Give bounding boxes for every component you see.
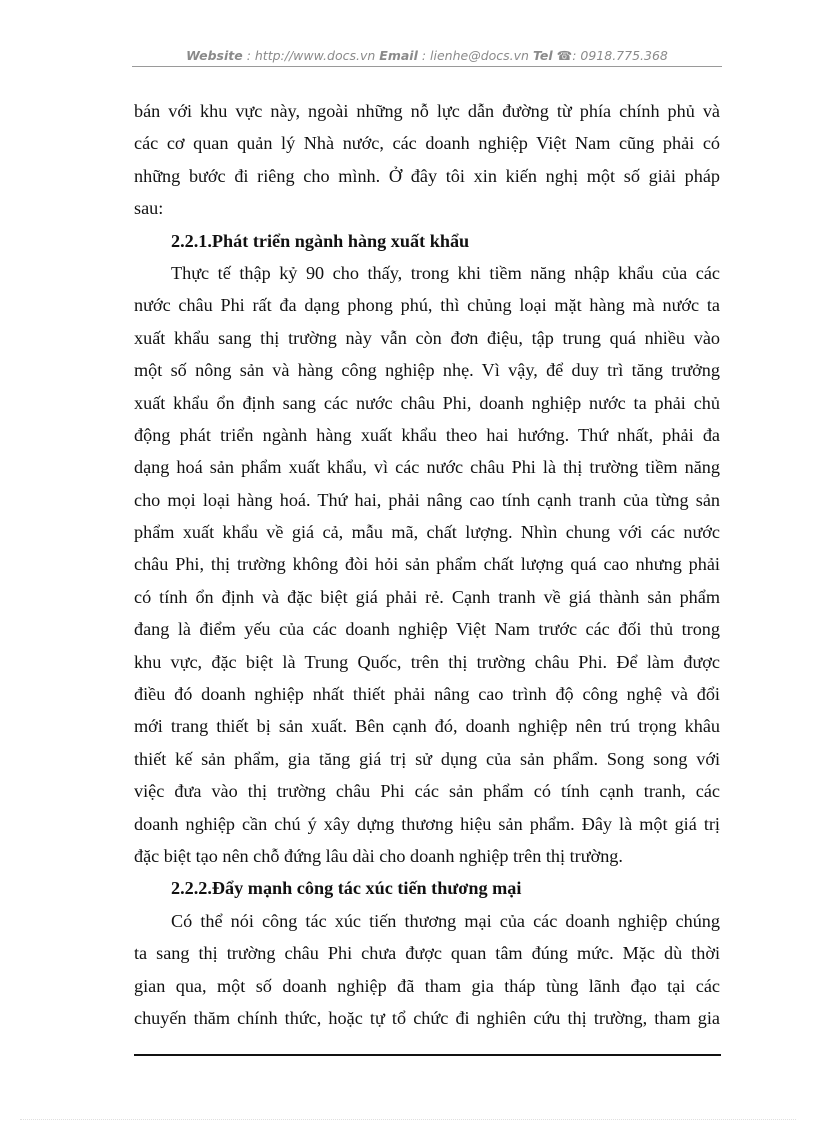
text-line: Thực tế thập kỷ 90 cho thấy, trong khi tiềm năng nhập khẩu của các [171,262,720,283]
document-body [134,95,720,1034]
text-line: một số nông sản và hàng công nghiệp nhẹ. Vì vậy, để duy trì tăng trưởng [134,360,720,381]
text-line: dạng hoá sản phẩm xuất khẩu, vì các nước châu Phi là thị trường tiềm năng [134,457,720,478]
email-label: Email [379,48,418,63]
text-line: điều đó doanh nghiệp nhất thiết phải nâng cao trình độ công nghệ và đổi [134,684,720,705]
paragraph-intro [134,95,720,225]
text-line: có tính ổn định và đặc biệt giá phải rẻ. Cạnh tranh về giá thành sản phẩm [134,586,720,607]
text-line: phẩm xuất khẩu về giá cả, mẫu mã, chất lượng. Nhìn chung với các nước [134,522,720,543]
text-line: những bước đi riêng cho mình. Ở đây tôi xin kiến nghị một số giải pháp [134,165,720,186]
text-line: động phát triển ngành hàng xuất khẩu theo hai hướng. Thứ nhất, phải đa [134,424,720,445]
text-line: sau: [134,198,164,219]
section-heading-2-2-1: 2.2.1.Phát triển ngành hàng xuất khẩu [171,230,470,251]
text-line: châu Phi, thị trường không đòi hỏi sản phẩm chất lượng quá cao nhưng phải [134,554,720,575]
text-line: xuất khẩu sang thị trường này vẫn còn đơn điệu, tập trung quá nhiều vào [134,327,720,348]
text-line: thiết kế sản phẩm, gia tăng giá trị sử dụng của sản phẩm. Song song với [134,748,720,769]
text-line: Có thể nói công tác xúc tiến thương mại của các doanh nghiệp chúng [171,910,720,931]
text-line: doanh nghiệp cần chú ý xây dựng thương hiệu sản phẩm. Đây là một giá trị [134,813,720,834]
header-divider [132,66,722,67]
text-line: việc đưa vào thị trường châu Phi các sản phẩm có tính cạnh tranh, các [134,781,720,802]
text-line: đang là điểm yếu của các doanh nghiệp Việt Nam trước các đối thủ trong [134,619,720,640]
page-header [132,48,722,63]
website-value: : http://www.docs.vn [246,48,376,63]
text-line: các cơ quan quản lý Nhà nước, các doanh nghiệp Việt Nam cũng phải có [134,133,720,154]
text-line: cho mọi loại hàng hoá. Thứ hai, phải nâng cao tính cạnh tranh của từng sản [134,489,720,510]
text-line: khu vực, đặc biệt là Trung Quốc, trên thị trường châu Phi. Để làm được [134,651,720,672]
paragraph-trade-promotion [134,905,720,1035]
text-line: ta sang thị trường châu Phi chưa được quan tâm đúng mức. Mặc dù thời [134,943,720,964]
phone-icon: ☎ [556,48,573,63]
page-edge [20,1119,796,1120]
website-label: Website [186,48,243,63]
text-line: chuyến thăm chính thức, hoặc tự tổ chức đi nghiên cứu thị trường, tham gia [134,1007,720,1028]
text-line: mới trang thiết bị sản xuất. Bên cạnh đó, doanh nghiệp nên trú trọng khâu [134,716,720,737]
footer-divider [134,1054,721,1056]
text-line: đặc biệt tạo nên chỗ đứng lâu dài cho doanh nghiệp trên thị trường. [134,845,623,866]
text-line: bán với khu vực này, ngoài những nỗ lực dẫn đường từ phía chính phủ và [134,101,720,121]
text-line: xuất khẩu ổn định sang các nước châu Phi, doanh nghiệp nước ta phải chủ [134,392,720,413]
text-line: gian qua, một số doanh nghiệp đã tham gia tháp tùng lãnh đạo tại các [134,975,720,996]
tel-label: Tel [532,48,553,63]
text-line: nước châu Phi rất đa dạng phong phú, thì chủng loại mặt hàng mà nước ta [134,295,720,316]
section-heading-2-2-2: 2.2.2.Đẩy mạnh công tác xúc tiến thương mại [171,878,522,899]
paragraph-export-development [134,257,720,872]
tel-value: : 0918.775.368 [572,48,668,63]
email-value: : lienhe@docs.vn [421,48,529,63]
